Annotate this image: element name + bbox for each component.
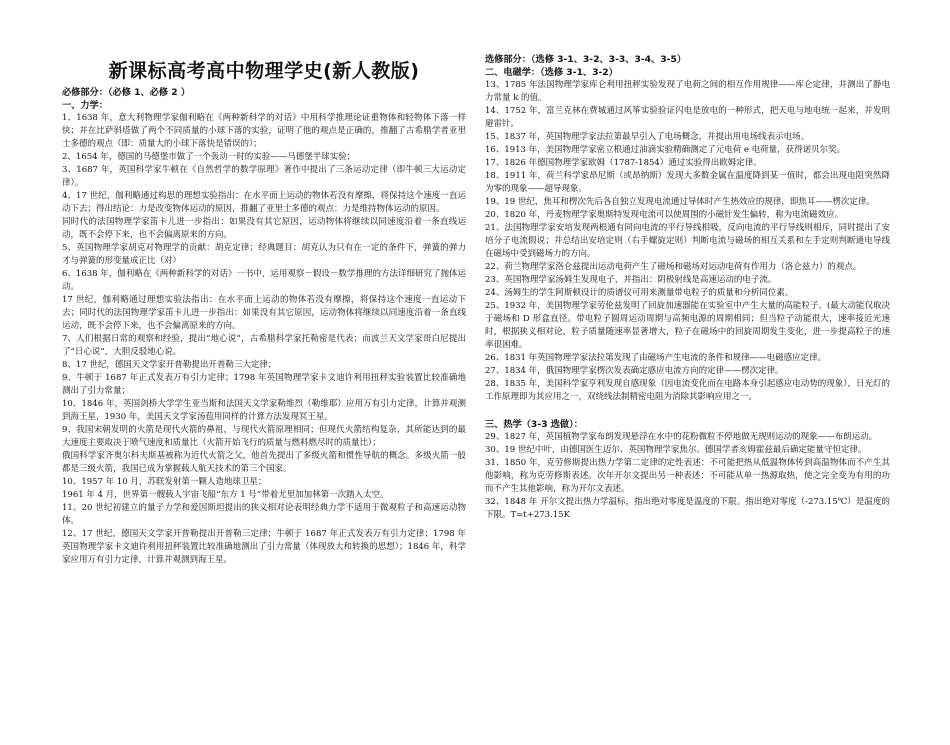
mechanics-section-heading: 一、力学：: [62, 100, 108, 111]
paragraph: 19、19 世纪，焦耳和楞次先后各自独立发现电流通过导体时产生热效应的规律，即焦耳——楞次定律。: [485, 197, 875, 207]
paragraph: 10、1846 年，英国剑桥大学学生亚当斯和法国天文学家勒维烈（勒维耶）应用万有引力定律，计算并观测到海王星，1930 年，美国天文学家汤苞用同样的计算方法发现冥王星。: [62, 399, 466, 422]
elective-section-label: 选修部分：（选修 3-1、3-2、3-3、3-4、3-5）: [485, 54, 687, 65]
paragraph: 23、英国物理学家汤姆生发现电子，并指出：阴极射线是高速运动的电子流。: [485, 275, 777, 285]
paragraph: 32、1848 年 开尔文提出热力学温标，指出绝对零度是温度的下限。指出绝对零度（-273.15℃）是温度的下限。T=t+273.15K: [485, 497, 890, 520]
paragraph: 4、17 世纪，伽利略通过构思的理想实验指出：在水平面上运动的物体若没有摩擦，将保持这个速度一直运动下去；得出结论：力是改变物体运动的原因，推翻了亚里士多德的观点：力是维持物体运动的原因。: [62, 191, 466, 214]
paragraph: 21、法国物理学家安培发现两根通有同向电流的平行导线相吸，反向电流的平行导线则相斥，同时提出了安培分子电流假说；并总结出安培定则（右手螺旋定则）判断电流与磁场的相互关系和左手定则判断通电导线在磁场中受到磁场力的方向。: [485, 223, 890, 259]
paragraph: 22、荷兰物理学家洛仑兹提出运动电荷产生了磁场和磁场对运动电荷有作用力（洛仑兹力）的观点。: [485, 262, 862, 272]
paragraph: 5、英国物理学家胡克对物理学的贡献：胡克定律；经典题目：胡克认为只有在一定的条件下，弹簧的弹力才与弹簧的形变量成正比（对）: [62, 243, 466, 266]
paragraph: 9、牛顿于 1687 年正式发表万有引力定律；1798 年英国物理学家卡文迪许利用扭秤实验装置比较准确地测出了引力常量；: [62, 373, 466, 396]
paragraph: 30、19 世纪中叶，由德国医生迈尔、英国物理学家焦尔、德国学者亥姆霍兹最后确定能量守恒定律。: [485, 445, 867, 455]
paragraph: 9、我国宋朝发明的火箭是现代火箭的鼻祖，与现代火箭原理相同；但现代火箭结构复杂，其所能达到的最大速度主要取决于喷气速度和质量比（火箭开始飞行的质量与燃料燃尽时的质量比）；: [62, 425, 466, 448]
paragraph: 15、1837 年，英国物理学家法拉第最早引入了电场概念，并提出用电场线表示电场。: [485, 132, 810, 142]
paragraph: 14、1752 年，富兰克林在费城通过风筝实验验证闪电是放电的一种形式，把天电与地电统一起来，并发明避雷针。: [485, 106, 890, 129]
paragraph: 29、1827 年，英国植物学家布朗发现悬浮在水中的花粉微粒不停地做无规则运动的现象——布朗运动。: [485, 432, 878, 442]
paragraph: 26、1831 年英国物理学家法拉第发现了由磁场产生电流的条件和规律——电磁感应定律。: [485, 353, 827, 363]
thermodynamics-section-heading: 三、热学（3-3 选做）：: [485, 419, 583, 430]
paragraph: 18、1911 年，荷兰科学家昂尼斯（或昂纳斯）发现大多数金属在温度降到某一值时，都会出现电阻突然降为零的现象——超导现象。: [485, 171, 890, 194]
paragraph: 俄国科学家齐奥尔科夫斯基被称为近代火箭之父，他首先提出了多级火箭和惯性导航的概念。多级火箭一般都是三级火箭，我国已成为掌握载人航天技术的第三个国家。: [62, 451, 466, 474]
paragraph: 25、1932 年，美国物理学家劳伦兹发明了回旋加速器能在实验室中产生大量的高能粒子。(最大动能仅取决于磁场和 D 形盒直径。带电粒子圆周运动周期与高频电源的周期相同；但当粒子动能很大，速率接近光速时，根据狭义相对论，粒子质量随速率显著增大，粒子在磁场中的回旋周期发生变化，进一步提高粒子的速率很困难。: [485, 301, 890, 350]
paragraph: 13、1785 年法国物理学家库仑利用扭秤实验发现了电荷之间的相互作用规律——库仑定律，并测出了静电力常量 k 的值。: [485, 80, 890, 103]
paragraph: 3、1687 年，英国科学家牛顿在《自然哲学的数学原理》著作中提出了三条运动定律（即牛顿三大运动定律）。: [62, 165, 466, 188]
paragraph: 24、汤姆生的学生阿斯顿设计的质谱仪可用来测量带电粒子的质量和分析同位素。: [485, 288, 794, 298]
paragraph: 11、20 世纪初建立的量子力学和爱因斯坦提出的狭义相对论表明经典力学不适用于微观粒子和高速运动物体。: [62, 503, 466, 526]
document-title: 新课标高考高中物理学史(新人教版): [108, 60, 420, 82]
paragraph: 31、1850 年，克劳修斯提出热力学第二定律的定性表述：不可能把热从低温物体传到高温物体而不产生其他影响，称为克劳修斯表述。次年开尔文提出另一种表述：不可能从单一热源取热，使之完全变为有用的功而不产生其他影响，称为开尔文表述。: [485, 458, 890, 494]
paragraph: 28、1835 年，美国科学家亨利发现自感现象（因电流变化而在电路本身引起感应电动势的现象），日光灯的工作原理即为其应用之一，双绕线法制精密电阻为消除其影响应用之一。: [485, 379, 890, 402]
paragraph: 17 世纪，伽利略通过理想实验法指出：在水平面上运动的物体若没有摩擦，将保持这个速度一直运动下去；同时代的法国物理学家笛卡儿进一步指出：如果没有其它原因，运动物体将继续以同速度沿着一条直线运动，既不会停下来，也不会偏离原来的方向。: [62, 295, 466, 331]
paragraph: 8、17 世纪，德国天文学家开普勒提出开普勒三大定律；: [62, 360, 277, 370]
paragraph: 16、1913 年，美国物理学家密立根通过油滴实验精确测定了元电荷 e 电荷量，获得诺贝尔奖。: [485, 145, 846, 155]
paragraph: 27、1834 年，俄国物理学家楞次发表确定感应电流方向的定律——楞次定律。: [485, 366, 784, 376]
required-section-label: 必修部分：（必修 1、必修 2 ）: [62, 87, 191, 98]
paragraph: 1961 年 4 月，世界第一艘载人宇宙飞船“东方 1 号”带着尤里加加林第一次踏入太空。: [62, 490, 389, 500]
paragraph: 6、1638 年，伽利略在《两种新科学的对话》一书中，运用观察－假设－数学推理的方法详细研究了抛体运动。: [62, 269, 466, 292]
paragraph: 20、1820 年，丹麦物理学家奥斯特发现电流可以使周围的小磁针发生偏转，称为电流磁效应。: [485, 210, 844, 220]
paragraph: 1、1638 年，意大利物理学家伽利略在《两种新科学的对话》中用科学推理论证重物体和轻物体下落一样快；并在比萨斜塔做了两个不同质量的小球下落的实验，证明了他的观点是正确的，推翻了古希腊学者亚里士多德的观点（即：质量大的小球下落快是错误的）；: [62, 113, 466, 149]
paragraph: 2、1654 年，德国的马德堡市做了一个轰动一时的实验——马德堡半球实验；: [62, 152, 356, 162]
paragraph: 10、1957 年 10 月，苏联发射第一颗人造地球卫星；: [62, 477, 267, 487]
electromagnetism-section-heading: 二、电磁学：（选修 3-1、3-2）: [485, 67, 618, 78]
paragraph: 17、1826 年德国物理学家欧姆（1787-1854）通过实验得出欧姆定律。: [485, 158, 762, 168]
left-column: [62, 0, 466, 567]
paragraph: 7、人们根据日常的观察和经验，提出“地心说”，古希腊科学家托勒密是代表；而波兰天文学家哥白尼提出了“日心说”，大胆反驳地心说。: [62, 334, 466, 357]
paragraph: 同时代的法国物理学家笛卡儿进一步指出：如果没有其它原因，运动物体将继续以同速度沿着一条直线运动，既不会停下来，也不会偏离原来的方向。: [62, 217, 466, 240]
right-column: [485, 0, 890, 522]
section-spacer: [485, 404, 890, 418]
paragraph: 12、17 世纪，德国天文学家开普勒提出开普勒三定律；牛顿于 1687 年正式发表万有引力定律；1798 年英国物理学家卡文迪许利用扭秤装置比较准确地测出了引力常量（体现放大和转换的思想）；1846 年，科学家应用万有引力定律，计算并观测到海王星。: [62, 529, 466, 565]
